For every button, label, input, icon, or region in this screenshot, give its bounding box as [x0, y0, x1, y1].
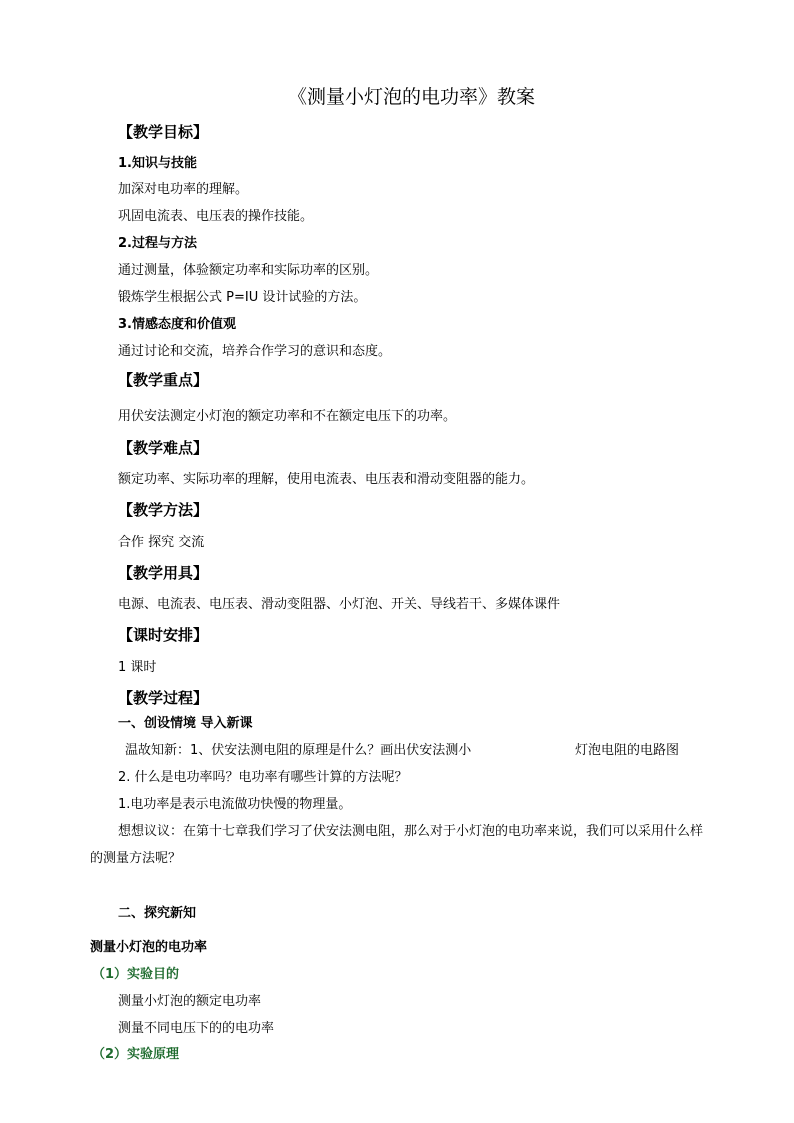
text-line: 合作 探究 交流	[118, 535, 205, 550]
subheading-part-two: 二、探究新知	[118, 906, 197, 921]
heading-teaching-method: 【教学方法】	[118, 501, 209, 519]
text-line: 通过测量，体验额定功率和实际功率的区别。	[118, 263, 379, 278]
heading-teaching-tools: 【教学用具】	[118, 564, 209, 582]
heading-difficulties: 【教学难点】	[118, 439, 209, 457]
text-line: 额定功率、实际功率的理解，使用电流表、电压表和滑动变阻器的能力。	[118, 472, 535, 487]
text-line: 电源、电流表、电压表、滑动变阻器、小灯泡、开关、导线若干、多媒体课件	[118, 597, 561, 612]
subheading-experiment-purpose: （1）实验目的	[92, 967, 180, 982]
text-line: 1.电功率是表示电流做功快慢的物理量。	[118, 797, 352, 812]
text-line: 温故知新：1、伏安法测电阻的原理是什么？画出伏安法测小	[125, 743, 472, 758]
subheading-experiment-principle: （2）实验原理	[92, 1047, 180, 1062]
text-line: 通过讨论和交流，培养合作学习的意识和态度。	[118, 344, 392, 359]
text-line: 1 课时	[118, 660, 157, 675]
text-paragraph: 想想议议：在第十七章我们学习了伏安法测电阻，那么对于小灯泡的电功率来说，我们可以采用什么样的测量方法呢？	[90, 824, 704, 866]
subheading-process-method: 2.过程与方法	[118, 236, 197, 251]
text-line: 灯泡电阻的电路图	[575, 743, 680, 758]
text-line: 加深对电功率的理解。	[118, 182, 249, 197]
document-title: 《测量小灯泡的电功率》教案	[288, 86, 536, 108]
text-line: 2. 什么是电功率吗？电功率有哪些计算的方法呢？	[118, 770, 408, 785]
heading-teaching-goals: 【教学目标】	[118, 123, 209, 141]
subheading-topic: 测量小灯泡的电功率	[90, 940, 208, 955]
heading-key-points: 【教学重点】	[118, 371, 209, 389]
text-line: 用伏安法测定小灯泡的额定功率和不在额定电压下的功率。	[118, 409, 457, 424]
heading-teaching-process: 【教学过程】	[118, 689, 209, 707]
text-line: 测量小灯泡的额定电功率	[118, 994, 262, 1009]
text-line: 巩固电流表、电压表的操作技能。	[118, 209, 314, 224]
heading-schedule: 【课时安排】	[118, 626, 209, 644]
subheading-part-one: 一、创设情境 导入新课	[118, 716, 253, 731]
subheading-knowledge-skills: 1.知识与技能	[118, 156, 197, 171]
text-line: 测量不同电压下的的电功率	[118, 1021, 275, 1036]
subheading-attitude-values: 3.情感态度和价值观	[118, 317, 236, 332]
text-line: 锻炼学生根据公式 P=IU 设计试验的方法。	[118, 290, 367, 305]
